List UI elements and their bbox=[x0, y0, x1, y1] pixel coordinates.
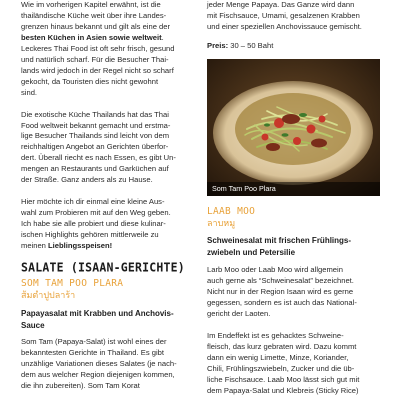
p2-line: Food weltweit bekannt gemacht und erstma- bbox=[21, 120, 171, 130]
intro-line: thailändische Küche weit über ihre Landes- bbox=[21, 10, 167, 20]
photo-caption: Som Tam Poo Plara bbox=[207, 182, 380, 196]
subtitle-line: zwiebeln und Petersilie bbox=[207, 247, 296, 257]
right-top-line: und einer speziellen Anchovissauce gemischt. bbox=[207, 21, 362, 31]
dish-line: liche Fischsauce. Laab Moo lässt sich gut mit bbox=[207, 374, 360, 384]
dish-line: unzählige Variationen dieses Salates (je nach- bbox=[21, 358, 177, 368]
intro-line: Leckeres Thai Food ist oft sehr frisch, gesund bbox=[21, 43, 175, 53]
dish-line: Som Tam (Papaya-Salat) ist wohl eines der bbox=[21, 337, 167, 347]
dish-line: Larb Moo oder Laab Moo wird allgemein bbox=[207, 265, 343, 274]
dish-line: Chili, Frühlingszwiebeln, Zucker und die üb- bbox=[207, 363, 355, 373]
intro-line: und natürlich scharf. Für die Besucher Thai- bbox=[21, 54, 169, 64]
paragraph-2 bbox=[21, 110, 193, 187]
paragraph-3 bbox=[21, 197, 193, 252]
section-heading: SALATE (ISAAN-GERICHTE) bbox=[21, 260, 185, 275]
right-top-paragraph bbox=[207, 0, 381, 33]
dish-line: dem aus welcher Region diejenigen kommen, bbox=[21, 369, 175, 379]
left-column bbox=[21, 0, 193, 392]
p2-line: mengen an Restaurants und Garküchen auf bbox=[21, 164, 169, 174]
subtitle-line: Schweinesalat mit frischen Frühlings- bbox=[207, 236, 352, 245]
dish-text-laab-moo-1 bbox=[207, 265, 381, 320]
dish-name-som-tam: SOM TAM POO PLARA bbox=[21, 278, 124, 290]
dish-line: auch gerne als “Schweinesalat” bezeichnet. bbox=[207, 275, 354, 285]
right-column bbox=[207, 0, 381, 52]
dish-line: dem Papaya-Salat und Klebreis (Sticky Rice) bbox=[207, 385, 359, 395]
p2-line: dert. Überall riecht es nach Essen, es gibt Un- bbox=[21, 153, 176, 163]
dish-text-laab-moo-2 bbox=[207, 331, 381, 397]
favorites-bold: Lieblingsspeisen! bbox=[48, 241, 113, 251]
p2-line: der Straße. Ganz anders als zu Hause. bbox=[21, 175, 153, 185]
p2-line: Die exotische Küche Thailands hat das Thai bbox=[21, 109, 169, 119]
right-column-lower bbox=[207, 206, 381, 396]
dish-subtitle-laab-moo bbox=[207, 235, 381, 258]
dish-name-laab-moo: LAAB MOO bbox=[207, 206, 256, 217]
dish-text-som-tam bbox=[21, 337, 193, 392]
p2-line: lige Besucher Thailands sind leicht von dem bbox=[21, 131, 170, 141]
p3-line: ischen Highlights gehören mittlerweile zu bbox=[21, 230, 159, 240]
right-top-line: mit Fischsauce, Umami, gesalzenen Krabben bbox=[207, 10, 360, 20]
intro-line: grenzen hinaus bekannt und gilt als eine der bbox=[21, 21, 171, 31]
period: . bbox=[161, 32, 164, 42]
price-value: 30 – 50 Baht bbox=[230, 40, 274, 50]
subtitle-line: Papayasalat mit Krabben und Anchovis- bbox=[21, 309, 174, 319]
intro-line: lands wird jedoch in der Regel nicht so scharf bbox=[21, 65, 174, 75]
dish-line: gericht der Laoten. bbox=[207, 308, 271, 318]
subtitle-line: Sauce bbox=[21, 320, 45, 330]
food-photo-som-tam bbox=[207, 59, 380, 196]
dish-line: die ihn zubereiten). Som Tam Korat bbox=[21, 380, 140, 390]
dish-subtitle-som-tam bbox=[21, 308, 193, 331]
p3-line: wahl zum Probieren mit auf den Weg geben. bbox=[21, 208, 171, 218]
p3-line: Ich habe sie alle probiert und diese kulinar- bbox=[21, 219, 166, 229]
p3-line: Hier möchte ich dir einmal eine kleine Aus- bbox=[21, 197, 165, 207]
right-top-line: jeder Menge Papaya. Das Ganze wird dann bbox=[207, 0, 355, 9]
dish-thai-laab-moo: ลาบหมู bbox=[207, 219, 236, 229]
dish-line: dann ein wenig Limette, Minze, Koriander, bbox=[207, 352, 349, 362]
dish-line: gegessen, sondern es ist auch das National- bbox=[207, 297, 357, 307]
price-label: Preis: bbox=[207, 40, 229, 50]
intro-paragraph bbox=[21, 0, 193, 99]
dish-thai-som-tam: ส้มตำปูปลาร้า bbox=[21, 291, 76, 302]
p3-line: meinen bbox=[21, 241, 46, 251]
intro-bold-phrase: besten Küchen in Asien sowie weltweit bbox=[21, 32, 162, 42]
som-tam-plate-illustration bbox=[207, 59, 380, 196]
p2-line: reichhaltigen Angebot an Gerichten überfor- bbox=[21, 142, 169, 152]
dish-line: fleisch, das kurz gebraten wird. Dazu kommt bbox=[207, 341, 357, 351]
price-line bbox=[207, 41, 381, 52]
dish-line: Im Endeffekt ist es gehacktes Schweine- bbox=[207, 330, 344, 340]
dish-line: Nicht nur in der Region Isaan wird es gerne bbox=[207, 286, 354, 296]
dish-line: bekanntesten Gerichte in Thailand. Es gibt bbox=[21, 347, 164, 357]
intro-line: gekocht, da Touristen dies nicht gewohnt bbox=[21, 76, 159, 86]
intro-line: sind. bbox=[21, 87, 38, 97]
intro-line: Wie im vorherigen Kapitel erwähnt, ist die bbox=[21, 0, 161, 9]
